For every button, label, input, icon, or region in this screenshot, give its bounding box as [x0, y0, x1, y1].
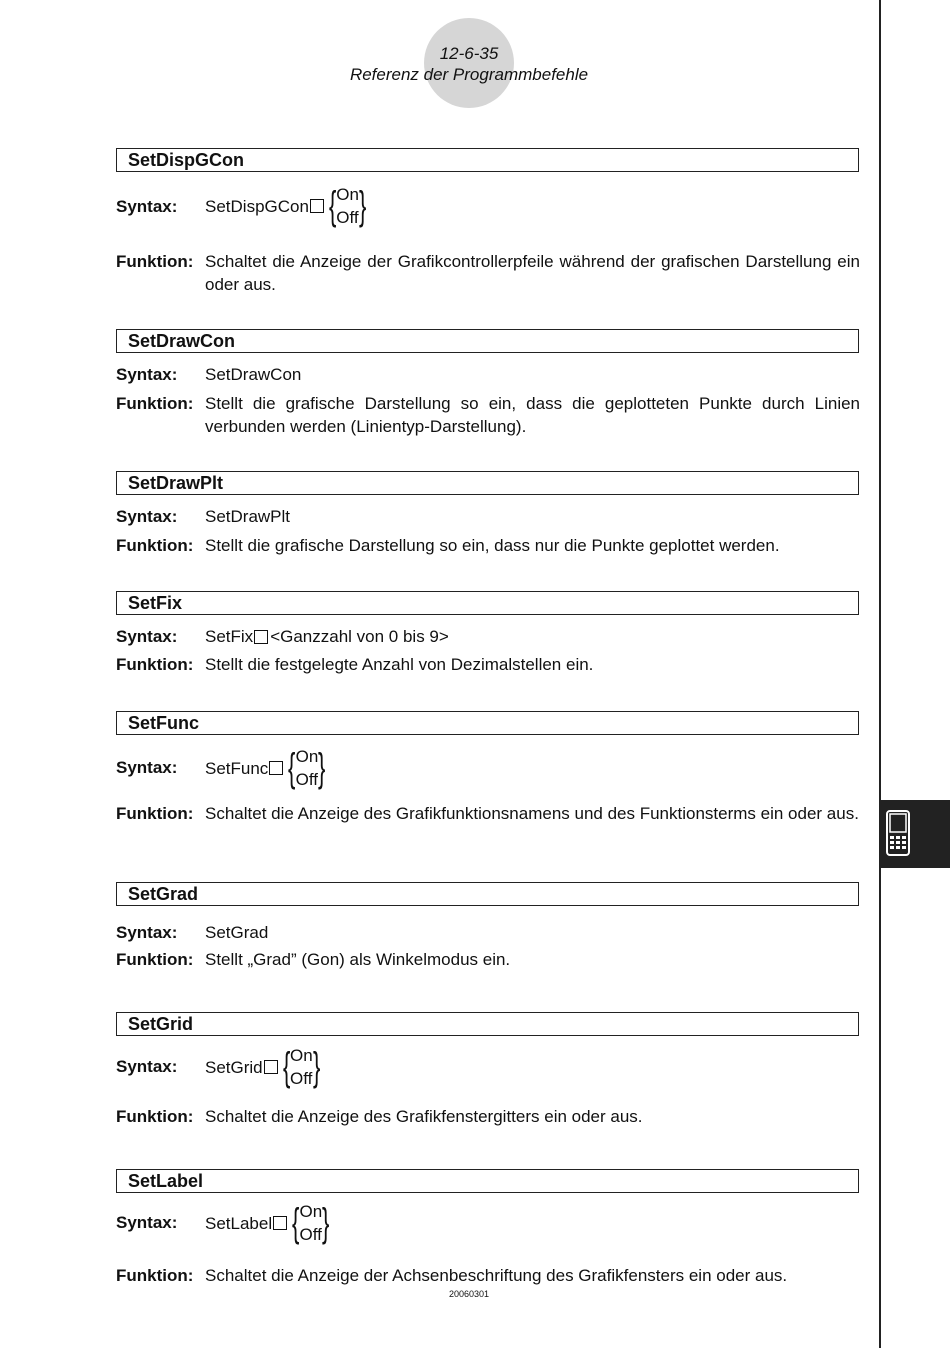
- space-box-icon: [254, 630, 268, 644]
- space-box-icon: [273, 1216, 287, 1230]
- function-row-setgrad: [116, 948, 860, 971]
- syntax-label: Syntax:: [116, 758, 178, 777]
- right-margin-rule: [879, 0, 881, 1348]
- function-label: Funktion:: [116, 655, 194, 674]
- left-brace-icon: {: [288, 746, 296, 790]
- syntax-command: SetFix: [205, 627, 254, 646]
- right-brace-icon: }: [312, 1045, 321, 1089]
- syntax-row-setgrad: [116, 921, 860, 944]
- syntax-row-setdrawplt: [116, 505, 860, 528]
- option-off: Off: [299, 1225, 322, 1244]
- section-title-setdrawplt: SetDrawPlt: [116, 471, 859, 495]
- space-box-icon: [269, 761, 283, 775]
- syntax-label: Syntax:: [116, 627, 178, 646]
- section-title-setdrawcon: SetDrawCon: [116, 329, 859, 353]
- option-on: On: [290, 1046, 313, 1065]
- section-title-setlabel: SetLabel: [116, 1169, 859, 1193]
- section-title-setfunc: SetFunc: [116, 711, 859, 735]
- function-row-setgrid: [116, 1105, 860, 1128]
- syntax-command: SetDispGCon: [205, 196, 309, 216]
- function-row-setdrawcon: [116, 392, 860, 438]
- section-title-setfix: SetFix: [116, 591, 859, 615]
- section-title-setgrid: SetGrid: [116, 1012, 859, 1036]
- function-label: Funktion:: [116, 536, 194, 555]
- function-text: Schaltet die Anzeige des Grafikfenstergitters ein oder aus.: [205, 1107, 643, 1126]
- option-off: Off: [290, 1069, 313, 1088]
- function-label: Funktion:: [116, 1266, 194, 1285]
- syntax-row-setfunc: [116, 745, 860, 791]
- function-row-setfix: [116, 653, 860, 676]
- syntax-row-setgrid: [116, 1044, 860, 1090]
- option-on: On: [295, 747, 319, 766]
- function-text: Schaltet die Anzeige des Grafikfunktionsnamens und des Funktionsterms ein oder aus.: [205, 804, 859, 823]
- syntax-argument: <Ganzzahl von 0 bis 9>: [270, 627, 449, 646]
- function-label: Funktion:: [116, 252, 194, 271]
- function-row-setfunc: [116, 802, 860, 825]
- option-on: On: [336, 185, 359, 204]
- function-row-setlabel: [116, 1264, 860, 1287]
- syntax-label: Syntax:: [116, 923, 178, 942]
- function-row-setdrawplt: [116, 534, 860, 557]
- function-label: Funktion:: [116, 950, 194, 969]
- function-label: Funktion:: [116, 394, 194, 413]
- section-title-setdispgcon: SetDispGCon: [116, 148, 859, 172]
- syntax-command: SetDrawCon: [205, 365, 302, 384]
- footer-code: 20060301: [448, 1289, 490, 1299]
- syntax-row-setlabel: [116, 1200, 860, 1246]
- syntax-label: Syntax:: [116, 1057, 178, 1076]
- option-off: Off: [336, 208, 359, 227]
- function-label: Funktion:: [116, 804, 194, 823]
- syntax-label: Syntax:: [116, 1213, 178, 1232]
- syntax-label: Syntax:: [116, 507, 178, 526]
- function-label: Funktion:: [116, 1107, 194, 1126]
- syntax-label: Syntax:: [116, 197, 178, 216]
- syntax-command: SetGrid: [205, 1057, 263, 1077]
- page-header-title: Referenz der Programmbefehle: [349, 65, 589, 84]
- page-number: 12-6-35: [439, 44, 499, 63]
- left-brace-icon: {: [328, 184, 337, 228]
- syntax-command: SetLabel: [205, 1213, 273, 1233]
- option-off: Off: [295, 770, 319, 789]
- space-box-icon: [264, 1060, 278, 1074]
- syntax-row-setdispgcon: [116, 183, 860, 229]
- option-on: On: [299, 1202, 323, 1221]
- syntax-label: Syntax:: [116, 365, 178, 384]
- calculator-icon: [886, 810, 910, 856]
- right-brace-icon: }: [318, 746, 326, 790]
- function-text: Schaltet die Anzeige der Grafikcontrollerpfeile während der grafischen Darstellung ein oder aus.: [205, 252, 860, 294]
- right-brace-icon: }: [358, 184, 367, 228]
- function-text: Stellt die grafische Darstellung so ein, dass nur die Punkte geplottet werden.: [205, 536, 780, 555]
- function-text: Stellt die festgelegte Anzahl von Dezimalstellen ein.: [205, 655, 594, 674]
- left-brace-icon: {: [292, 1201, 300, 1245]
- function-text: Stellt „Grad” (Gon) als Winkelmodus ein.: [205, 950, 511, 969]
- function-text: Stellt die grafische Darstellung so ein, dass die geplotteten Punkte durch Linien verbunden werden (Linientyp-Darstellung).: [205, 394, 860, 436]
- syntax-command: SetDrawPlt: [205, 507, 291, 526]
- syntax-command: SetGrad: [205, 923, 269, 942]
- syntax-row-setfix: [116, 625, 860, 648]
- function-text: Schaltet die Anzeige der Achsenbeschriftung des Grafikfensters ein oder aus.: [205, 1266, 788, 1285]
- function-row-setdispgcon: [116, 250, 860, 296]
- space-box-icon: [310, 199, 324, 213]
- section-title-setgrad: SetGrad: [116, 882, 859, 906]
- chapter-side-tab: [880, 800, 950, 868]
- right-brace-icon: }: [322, 1201, 330, 1245]
- left-brace-icon: {: [282, 1045, 290, 1089]
- syntax-command: SetFunc: [205, 758, 269, 778]
- syntax-row-setdrawcon: [116, 363, 860, 386]
